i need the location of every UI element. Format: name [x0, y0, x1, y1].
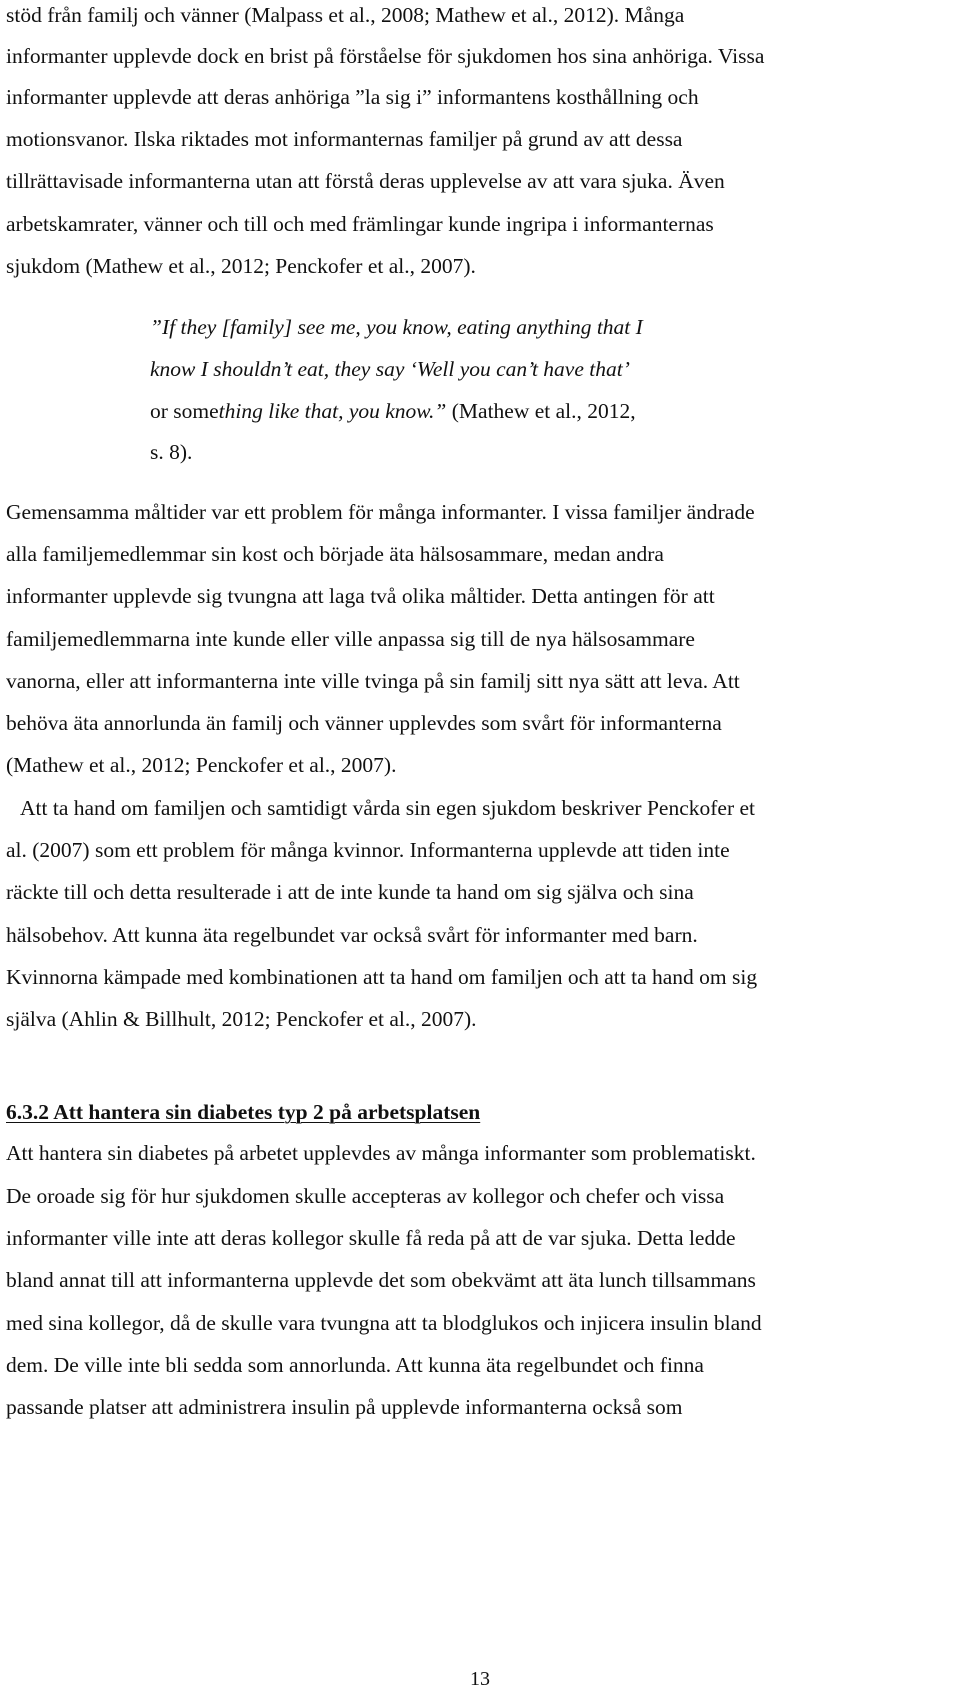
quote-text-italic: thing like that, you know.” — [218, 399, 447, 423]
text-line: tillrättavisade informanterna utan att förstå deras upplevelse av att vara sjuka. Även — [6, 169, 725, 193]
quote-citation: (Mathew et al., 2012, — [446, 399, 636, 423]
quote-line — [150, 396, 750, 426]
text-line: informanter ville inte att deras kollegor skulle få reda på att de var sjuka. Detta ledde — [6, 1226, 736, 1250]
text-line: stöd från familj och vänner (Malpass et al., 2008; Mathew et al., 2012). Många — [6, 3, 685, 27]
text-line: passande platser att administrera insulin på upplevde informanterna också som — [6, 1395, 683, 1419]
text-line: informanter upplevde att deras anhöriga ”la sig i” informantens kosthållning och — [6, 85, 699, 109]
text-line: informanter upplevde sig tvungna att laga två olika måltider. Detta antingen för att — [6, 584, 715, 608]
quote-text-plain: or some — [150, 399, 219, 423]
text-line: Att ta hand om familjen och samtidigt vårda sin egen sjukdom beskriver Penckofer et — [20, 796, 755, 820]
text-line: med sina kollegor, då de skulle vara tvungna att ta blodglukos och injicera insulin bland — [6, 1311, 762, 1335]
quote-line: ”If they [family] see me, you know, eating anything that I — [150, 315, 643, 339]
text-line: informanter upplevde dock en brist på förståelse för sjukdomen hos sina anhöriga. Vissa — [6, 44, 765, 68]
text-line: behöva äta annorlunda än familj och vänner upplevdes som svårt för informanterna — [6, 711, 722, 735]
text-line: dem. De ville inte bli sedda som annorlunda. Att kunna äta regelbundet och finna — [6, 1353, 704, 1377]
text-line: (Mathew et al., 2012; Penckofer et al., 2007). — [6, 753, 397, 777]
text-line: Att hantera sin diabetes på arbetet upplevdes av många informanter som problematiskt. — [6, 1141, 756, 1165]
text-line: alla familjemedlemmar sin kost och började äta hälsosammare, medan andra — [6, 542, 664, 566]
text-line: räckte till och detta resulterade i att de inte kunde ta hand om sig själva och sina — [6, 880, 694, 904]
text-line: De oroade sig för hur sjukdomen skulle accepteras av kollegor och chefer och vissa — [6, 1184, 725, 1208]
text-line: hälsobehov. Att kunna äta regelbundet var också svårt för informanter med barn. — [6, 923, 698, 947]
text-line: bland annat till att informanterna upplevde det som obekvämt att äta lunch tillsammans — [6, 1268, 756, 1292]
text-line: al. (2007) som ett problem för många kvinnor. Informanterna upplevde att tiden inte — [6, 838, 730, 862]
text-line: familjemedlemmarna inte kunde eller ville anpassa sig till de nya hälsosammare — [6, 627, 695, 651]
text-line: Gemensamma måltider var ett problem för många informanter. I vissa familjer ändrade — [6, 500, 755, 524]
text-line: arbetskamrater, vänner och till och med främlingar kunde ingripa i informanternas — [6, 212, 714, 236]
quote-citation-end: s. 8). — [150, 440, 193, 464]
text-line: motionsvanor. Ilska riktades mot informanternas familjer på grund av att dessa — [6, 127, 683, 151]
text-line: vanorna, eller att informanterna inte ville tvinga på sin familj sitt nya sätt att leva. Att — [6, 669, 740, 693]
section-heading: 6.3.2 Att hantera sin diabetes typ 2 på arbetsplatsen — [6, 1100, 481, 1124]
text-line: sjukdom (Mathew et al., 2012; Penckofer et al., 2007). — [6, 254, 476, 278]
text-line: själva (Ahlin & Billhult, 2012; Penckofer et al., 2007). — [6, 1007, 477, 1031]
text-line: Kvinnorna kämpade med kombinationen att ta hand om familjen och att ta hand om sig — [6, 965, 758, 989]
quote-line: know I shouldn’t eat, they say ‘Well you can’t have that’ — [150, 357, 630, 381]
page-number: 13 — [470, 1668, 490, 1690]
